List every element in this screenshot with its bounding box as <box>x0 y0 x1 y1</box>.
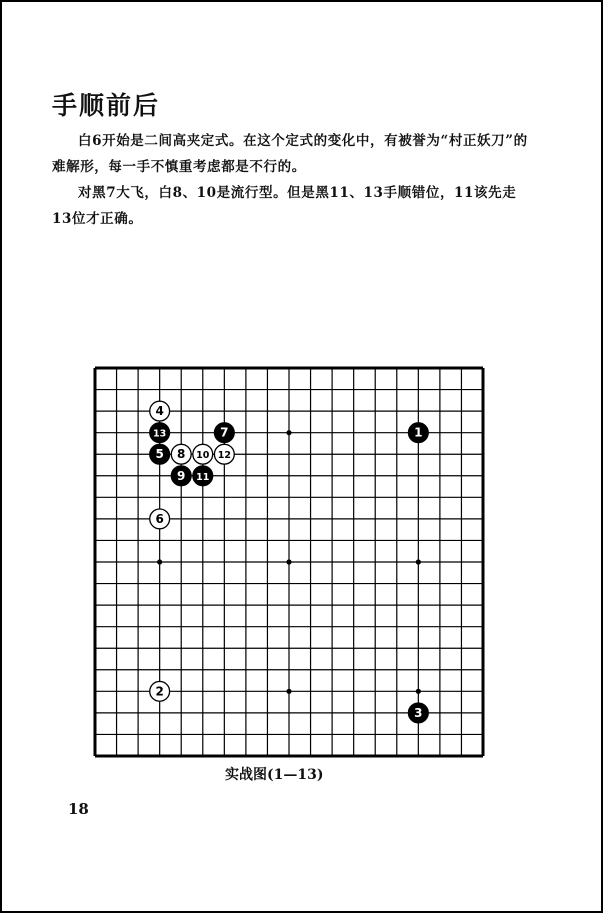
stone-number: 12 <box>217 450 231 462</box>
stone-white-12 <box>214 444 234 464</box>
stone-black-3 <box>408 703 428 723</box>
stone-number: 1 <box>414 425 423 440</box>
stone-number: 4 <box>155 404 164 419</box>
stone-black-1 <box>408 423 428 443</box>
diagram-caption: 实战图(1—13) <box>225 767 324 783</box>
go-board-diagram <box>93 366 485 758</box>
star-point <box>157 559 162 564</box>
stone-number: 2 <box>155 684 164 699</box>
stone-white-8 <box>171 444 191 464</box>
stone-number: 6 <box>155 511 164 526</box>
stone-black-5 <box>150 444 170 464</box>
paragraph-2: 对黑7大飞，白8、10是流行型。但是黑11、13手顺错位，11该先走13位才正确。 <box>52 185 517 227</box>
paragraph-1: 白6开始是二间高夹定式。在这个定式的变化中，有被誉为“村正妖刀”的难解形，每一手不慎重考虑都是不行的。 <box>52 133 528 175</box>
page-number: 18 <box>68 800 89 818</box>
star-point <box>286 689 291 694</box>
stone-white-6 <box>150 509 170 529</box>
stone-number: 7 <box>220 425 229 440</box>
stone-black-13 <box>150 423 170 443</box>
star-point <box>286 430 291 435</box>
stone-number: 10 <box>196 450 210 462</box>
stone-number: 3 <box>414 705 423 720</box>
stone-number: 13 <box>153 428 167 440</box>
stone-black-7 <box>214 423 234 443</box>
star-point <box>416 559 421 564</box>
star-point <box>286 559 291 564</box>
stone-number: 8 <box>177 447 186 462</box>
star-point <box>416 689 421 694</box>
stone-black-9 <box>171 466 191 486</box>
stone-white-2 <box>150 681 170 701</box>
stone-number: 11 <box>196 471 210 483</box>
stone-white-4 <box>150 401 170 421</box>
section-heading: 手顺前后 <box>52 91 161 120</box>
stone-number: 5 <box>155 447 164 462</box>
stone-white-10 <box>193 444 213 464</box>
stone-number: 9 <box>177 468 186 483</box>
stone-black-11 <box>193 466 213 486</box>
